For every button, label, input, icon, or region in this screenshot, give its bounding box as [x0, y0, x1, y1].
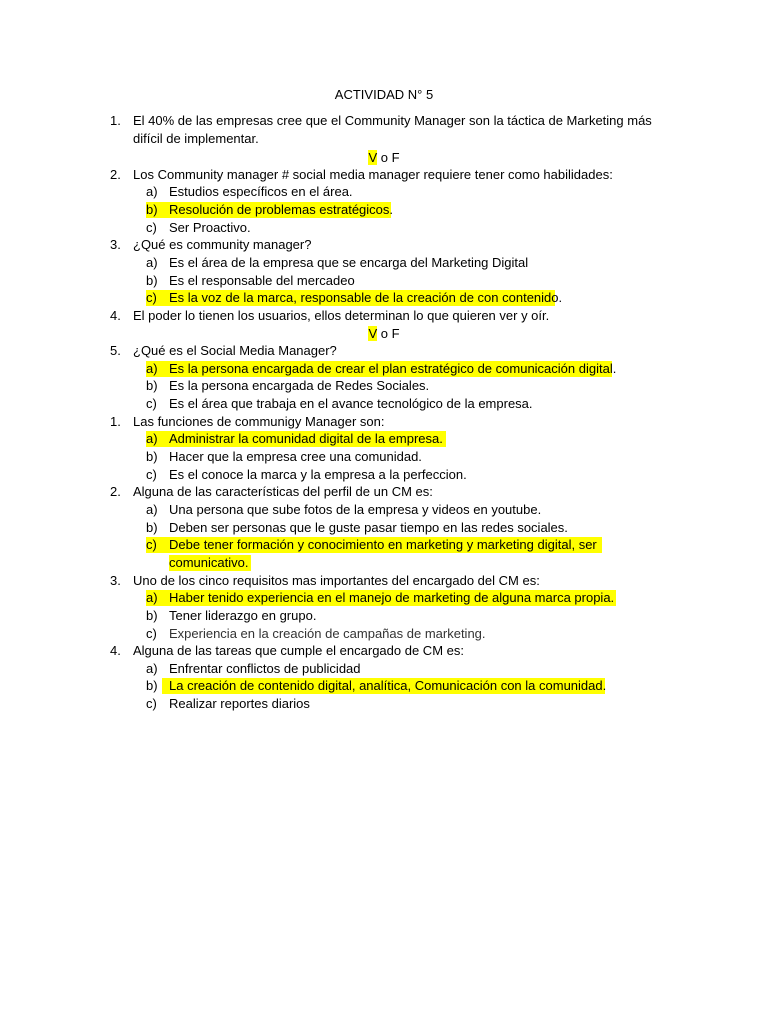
option-letter: b) — [146, 202, 158, 217]
question-number: 1. — [110, 414, 121, 429]
question-number: 3. — [110, 573, 121, 588]
option-text: Es la persona encargada de Redes Sociales. — [169, 378, 430, 393]
option-text: Es el responsable del mercadeo — [169, 273, 355, 288]
option-letter: c) — [146, 696, 157, 711]
question-text: Las funciones de communigy Manager son: — [133, 414, 385, 429]
option-letter: c) — [146, 467, 157, 482]
option-text: Tener liderazgo en grupo. — [169, 608, 317, 623]
option-text: Administrar la comunidad digital de la empresa. — [169, 431, 443, 446]
option-text: Es el área de la empresa que se encarga del Marketing Digital — [169, 255, 529, 270]
answer-true-highlight: V — [368, 326, 378, 341]
question-number: 5. — [110, 343, 121, 358]
option-text: Debe tener formación y conocimiento en marketing y marketing digital, ser — [169, 537, 597, 552]
question-number: 2. — [110, 484, 121, 499]
option-text: Estudios específicos en el área. — [169, 184, 353, 199]
question-text: Uno de los cinco requisitos mas importantes del encargado del CM es: — [133, 573, 540, 588]
question-text: El poder lo tienen los usuarios, ellos determinan lo que quieren ver y oír. — [133, 308, 550, 323]
option-letter: b) — [146, 520, 158, 535]
answer-true-highlight: V — [368, 150, 378, 165]
option-letter: a) — [146, 184, 158, 199]
option-letter: a) — [146, 255, 158, 270]
option-text: La creación de contenido digital, analítica, Comunicación con la comunidad. — [169, 678, 607, 693]
question-number: 2. — [110, 167, 121, 182]
option-letter: a) — [146, 361, 158, 376]
question-number: 4. — [110, 643, 121, 658]
option-letter: a) — [146, 590, 158, 605]
question-text: Alguna de las características del perfil de un CM es: — [133, 484, 433, 499]
option-text-cont: comunicativo. — [169, 555, 249, 570]
option-letter: c) — [146, 537, 157, 552]
option-letter: b) — [146, 678, 158, 693]
option-letter: c) — [146, 396, 157, 411]
question-text: ¿Qué es el Social Media Manager? — [133, 343, 337, 358]
question-text: Alguna de las tareas que cumple el encargado de CM es: — [133, 643, 464, 658]
option-text: Es el área que trabaja en el avance tecnológico de la empresa. — [169, 396, 533, 411]
question-text-cont: difícil de implementar. — [133, 131, 259, 146]
option-text: Realizar reportes diarios — [169, 696, 310, 711]
question-text: El 40% de las empresas cree que el Community Manager son la táctica de Marketing más — [133, 113, 652, 128]
question-text: Los Community manager # social media manager requiere tener como habilidades: — [133, 167, 613, 182]
option-text: Una persona que sube fotos de la empresa y videos en youtube. — [169, 502, 542, 517]
question-number: 3. — [110, 237, 121, 252]
option-letter: c) — [146, 220, 157, 235]
question-number: 1. — [110, 113, 121, 128]
option-letter: b) — [146, 378, 158, 393]
option-text: Es la voz de la marca, responsable de la creación de con contenido. — [169, 290, 563, 305]
option-letter: c) — [146, 290, 157, 305]
option-letter: c) — [146, 626, 157, 641]
option-text: Haber tenido experiencia en el manejo de marketing de alguna marca propia. — [169, 590, 615, 605]
option-text: Enfrentar conflictos de publicidad — [169, 661, 361, 676]
option-text: Deben ser personas que le guste pasar tiempo en las redes sociales. — [169, 520, 568, 535]
option-letter: a) — [146, 661, 158, 676]
option-text: Experiencia en la creación de campañas de marketing. — [169, 626, 486, 641]
option-letter: b) — [146, 608, 158, 623]
option-text: Resolución de problemas estratégicos. — [169, 202, 394, 217]
question-text: ¿Qué es community manager? — [133, 237, 312, 252]
true-false-line — [0, 326, 768, 342]
page-title: ACTIVIDAD N° 5 — [334, 87, 434, 102]
true-false-rest: o F — [377, 150, 400, 165]
option-text: Hacer que la empresa cree una comunidad. — [169, 449, 422, 464]
option-letter: b) — [146, 449, 158, 464]
option-letter: b) — [146, 273, 158, 288]
option-text: Ser Proactivo. — [169, 220, 251, 235]
question-number: 4. — [110, 308, 121, 323]
option-letter: a) — [146, 431, 158, 446]
option-text: Es la persona encargada de crear el plan estratégico de comunicación digital. — [169, 361, 617, 376]
option-letter: a) — [146, 502, 158, 517]
true-false-line — [0, 150, 768, 166]
true-false-rest: o F — [377, 326, 400, 341]
option-text: Es el conoce la marca y la empresa a la perfeccion. — [169, 467, 467, 482]
